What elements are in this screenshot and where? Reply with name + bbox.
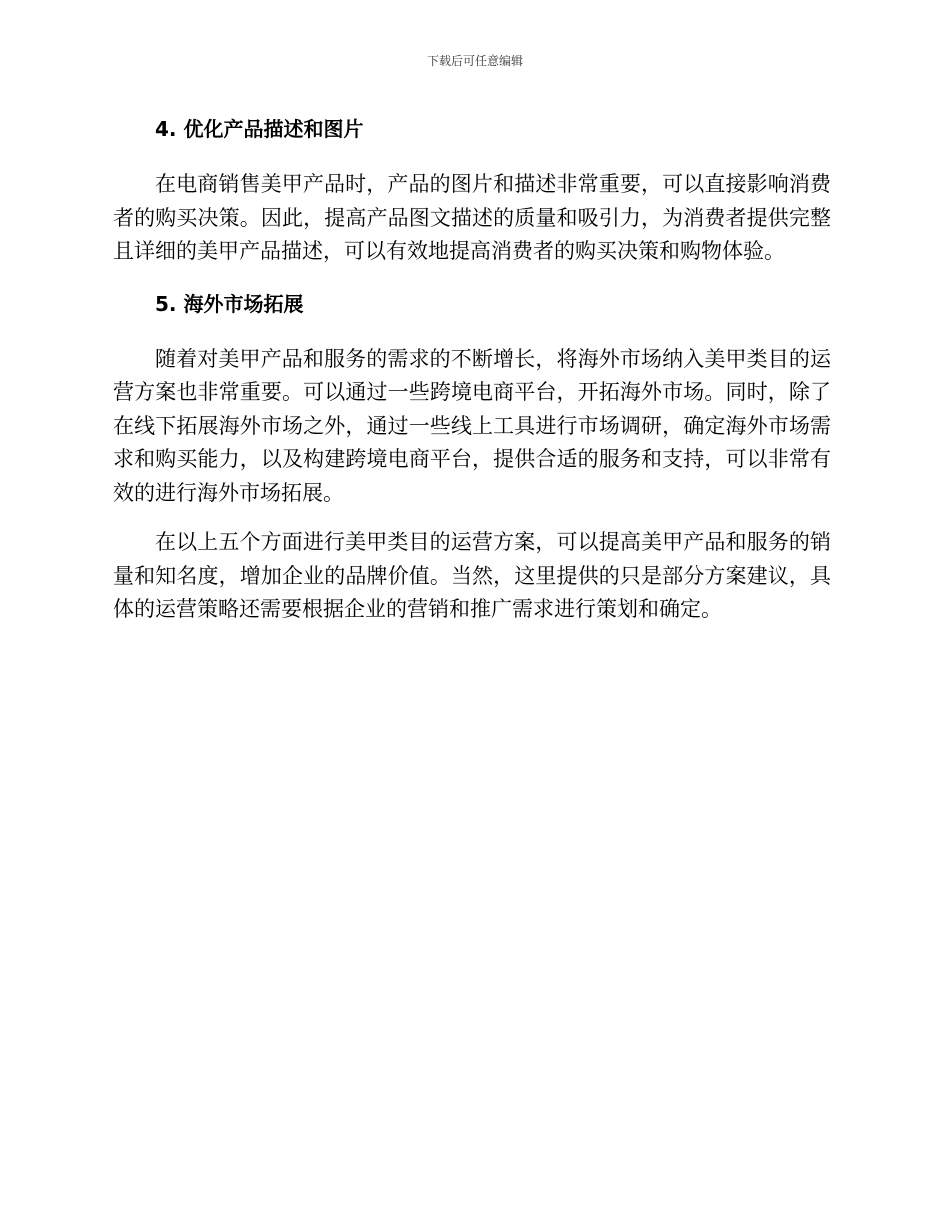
paragraph: 在电商销售美甲产品时，产品的图片和描述非常重要，可以直接影响消费者的购买决策。因此，提高产品图文描述的质量和吸引力，为消费者提供完整且详细的美甲产品描述，可以有效地提高消费者的购买决策和购物体验。 bbox=[113, 172, 831, 263]
section-heading-5: 5. 海外市场拓展 bbox=[155, 291, 304, 316]
paragraph: 在以上五个方面进行美甲类目的运营方案，可以提高美甲产品和服务的销量和知名度，增加企业的品牌价值。当然，这里提供的只是部分方案建议，具体的运营策略还需要根据企业的营销和推广需求进行策划和确定。 bbox=[113, 530, 831, 621]
document-body bbox=[113, 112, 831, 627]
section-heading-4: 4. 优化产品描述和图片 bbox=[155, 117, 364, 141]
paragraph: 随着对美甲产品和服务的需求的不断增长，将海外市场纳入美甲类目的运营方案也非常重要。可以通过一些跨境电商平台，开拓海外市场。同时，除了在线下拓展海外市场之外，通过一些线上工具进行市场调研，确定海外市场需求和购买能力，以及构建跨境电商平台，提供合适的服务和支持，可以非常有效的进行海外市场拓展。 bbox=[113, 346, 831, 505]
page-header: 下载后可任意编辑 bbox=[426, 54, 523, 68]
